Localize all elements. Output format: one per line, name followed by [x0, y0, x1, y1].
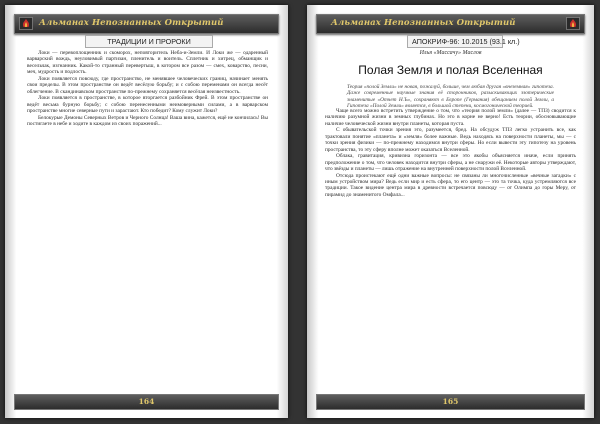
flame-emblem-icon: [19, 17, 33, 30]
paragraph: Облака, гравитация, кривизна горизонта — все это якобы объясняется иначе, если принять предположение о том, что человек находится внутри сферы, а не снаружи её. Некоторые авторы утверждают, что звёзды и планеты — лишь отражение на внутренней поверхности полой Вселенной.: [325, 153, 576, 173]
page-number: 164: [138, 397, 155, 406]
left-body-text: [27, 50, 268, 127]
left-page: [5, 5, 288, 418]
paragraph: Чаще всего можно встретить утверждение о том, что «теория полой земли» (далее — ТПЗ) сводится к наличию разумной жизни в земных глубинах. Но это в корне не верно! Есть теории, обосновывающие наличие человеческой жизни внутри планеты, которая пуста.: [325, 108, 576, 127]
right-footer-bar: [316, 394, 585, 410]
right-header-bar: [316, 14, 585, 34]
paragraph: Отсюда проистекают ещё одни важные вопросы: не связаны ли многочисленные «вечные загадки» с иным устройством мира? Ведь если мир и есть сфера, то его центр — это та точка, куда устремляются все традиции. Такое видение центра мира в древности встречается повсюду — от Олимпа до горы Меру, от пирамид до знаменитого Омфала...: [325, 172, 576, 198]
left-header-bar: [14, 14, 279, 34]
right-body-text: [325, 108, 576, 198]
section-label: ТРАДИЦИИ И ПРОРОКИ: [85, 35, 213, 48]
article-author: Илья «Массачу» Маслов: [419, 50, 482, 56]
paragraph: Локи появляется в пространстве, в которое вторгается разбойник Фрей. В этом пространстве он ведёт весьма бурную борьбу; с собою перенесенными неимоверными силами, а в варварском пространстве многие северные пути и зарастают. Кто победит? Кому служит Локи?: [27, 95, 268, 115]
page-number: 165: [442, 397, 459, 406]
article-title: Полая Земля и полая Вселенная: [358, 63, 543, 77]
paragraph: Локи появляется повсюду, где пространство, не менявшее человеческих границ, начинает менять свои пределы. В этом пространстве он ведёт весёлую борьбу; и с собою переменами он всегда несёт облегчение. В скандинавском пространстве по-прежнему сохраняется весёлая неизвестность.: [27, 75, 268, 95]
left-header-title: Альманах Непознанных Открытий: [39, 18, 224, 28]
right-header-title: Альманах Непознанных Открытий: [331, 18, 516, 28]
right-page: [307, 5, 594, 418]
flame-emblem-icon: [566, 17, 580, 30]
paragraph: Белокурые Демоны Северных Ветров и Черного Солнца! Ваша вина, кажется, ещё не кончилась! Вы постигаете в небе и ходите в каждом из своих поражений...: [27, 114, 268, 127]
issue-meta: АПОКРИФ-96: 10.2015 (93.1 кл.): [407, 35, 503, 48]
article-lead: Теория «полой Земли» не новая, пожалуй, больше, чем любая другая «внеземная» гипотеза. Даже современные научные знания её сторонников, разыскивающих эзотерические знаменитые «Отчет Н.Ъ», сохраняют в Европе (Германия) обещанием полой Земли, а Гипотеза «Полой Земли» является, в большой степени, космогонической теорией.: [347, 84, 554, 110]
paragraph: С обывательской точки зрения это, разумеется, бред. На обсудуж ТПЗ легко устранить все, как трактовали понятие «планета» и «земля» более важные. Ведь находясь на поверхности планеты, мы — с точки зрения физики — по-прежнему находимся внутри сферы. Но если вывести эту гипотезу на уровень пространства, то эту сферу вполне может оказаться Вселенной.: [325, 127, 576, 153]
left-footer-bar: [14, 394, 279, 410]
paragraph: Локи — перевоплощенник и скоморох, неповторитель Неба-и-Земли. И Локи же — одаренный варварский вождь, неуловимый партизан, пленитель и воитель. Сплетник и хитрец, обманщик и весельчак, изгнанник. Какой-то странный перевертыш, в котором все разом — смех, коварство, песни, меч, мудрость и подлость.: [27, 50, 268, 76]
